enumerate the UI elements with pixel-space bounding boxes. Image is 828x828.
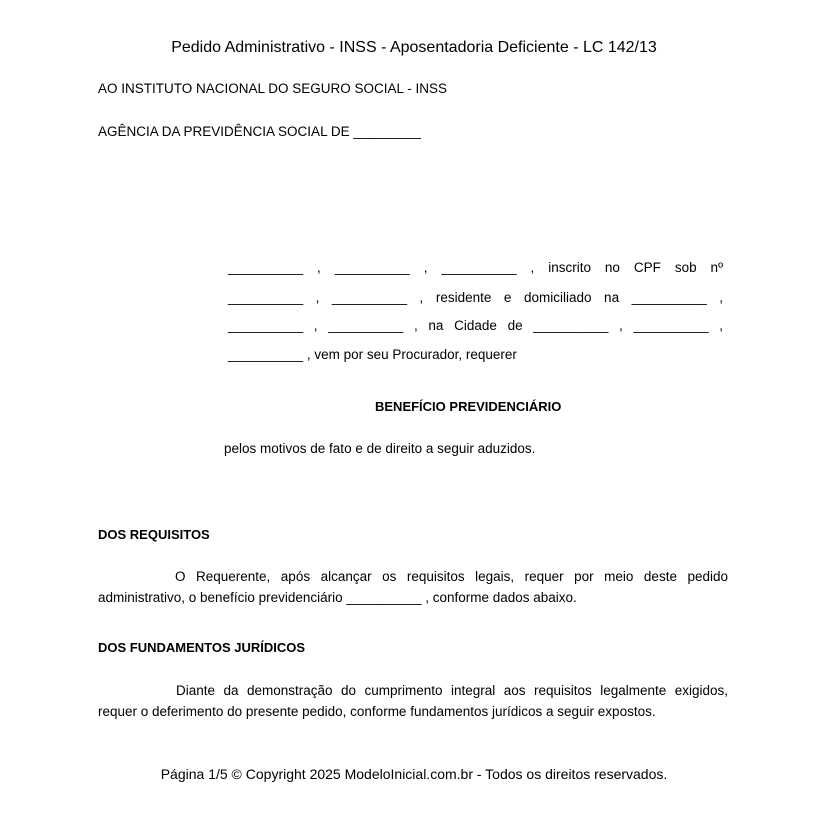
- qualification-line-2: __________ , __________ , residente e domiciliado na __________ ,: [228, 290, 723, 305]
- document-header-title: Pedido Administrativo - INSS - Aposentadoria Deficiente - LC 142/13: [171, 39, 657, 56]
- section-heading-fundamentos: DOS FUNDAMENTOS JURÍDICOS: [98, 640, 306, 655]
- qualification-line-4: __________ , vem por seu Procurador, requerer: [228, 347, 517, 362]
- section-heading-requisitos: DOS REQUISITOS: [98, 527, 210, 542]
- benefit-title: BENEFÍCIO PREVIDENCIÁRIO: [375, 399, 562, 414]
- fundamentos-line-1: Diante da demonstração do cumprimento integral aos requisitos legalmente exigidos,: [176, 683, 728, 698]
- addressee-institute: AO INSTITUTO NACIONAL DO SEGURO SOCIAL - INSS: [98, 81, 448, 96]
- requisitos-line-1: O Requerente, após alcançar os requisitos legais, requer por meio deste pedido: [175, 569, 728, 584]
- page-footer: Página 1/5 © Copyright 2025 ModeloInicial.com.br - Todos os direitos reservados.: [160, 766, 668, 782]
- fundamentos-line-2: requer o deferimento do presente pedido, conforme fundamentos jurídicos a seguir expostos.: [98, 704, 656, 719]
- qualification-line-3: __________ , __________ , na Cidade de __________ , __________ ,: [228, 318, 723, 333]
- requisitos-line-2: administrativo, o benefício previdenciário __________ , conforme dados abaixo.: [98, 590, 577, 605]
- qualification-line-1: __________ , __________ , __________ , inscrito no CPF sob nº: [228, 260, 723, 275]
- addressee-agency: AGÊNCIA DA PREVIDÊNCIA SOCIAL DE _________: [98, 124, 421, 139]
- motives-text: pelos motivos de fato e de direito a seguir aduzidos.: [224, 441, 536, 456]
